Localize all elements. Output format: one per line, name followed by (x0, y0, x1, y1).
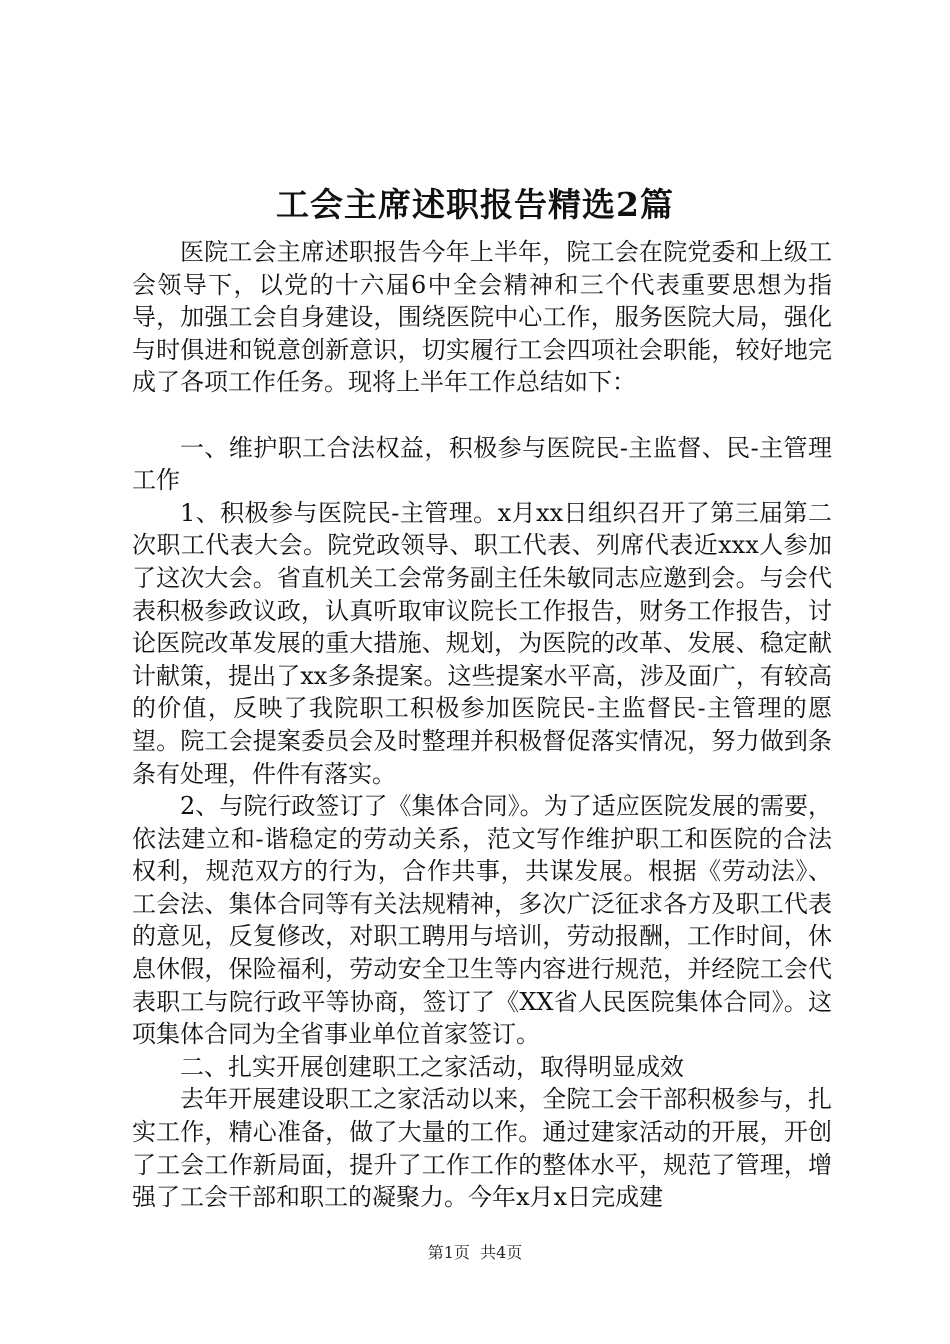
section-heading-2: 二、扎实开展创建职工之家活动，取得明显成效 (180, 1052, 684, 1081)
page-footer (0, 1243, 950, 1263)
page-number: 第1页 (427, 1243, 470, 1262)
page-total: 共4页 (480, 1243, 523, 1262)
section-1-item-2: 2、与院行政签订了《集体合同》。为了适应医院发展的需要，依法建立和-谐稳定的劳动关系，范文写作维护职工和医院的合法权利，规范双方的行为，合作共事，共谋发展。根据《劳动法》、工会法、集体合同等有关法规精神，多次广泛征求各方及职工代表的意见，反复修改，对职工聘用与培训，劳动报酬，工作时间，休息休假，保险福利，劳动安全卫生等内容进行规范，并经院工会代表职工与院行政平等协商，签订了《XX省人民医院集体合同》。这项集体合同为全省事业单位首家签订。 (132, 792, 832, 1049)
document-body (132, 236, 832, 1214)
section-heading-1: 一、维护职工合法权益，积极参与医院民-主监督、民-主管理工作 (132, 433, 832, 495)
section-2-paragraph: 去年开展建设职工之家活动以来，全院工会干部积极参与，扎实工作，精心准备，做了大量的工作。通过建家活动的开展，开创了工会工作新局面，提升了工作工作的整体水平，规范了管理，增强了工会干部和职工的凝聚力。今年x月x日完成建 (132, 1085, 832, 1212)
intro-paragraph: 医院工会主席述职报告今年上半年，院工会在院党委和上级工会领导下，以党的十六届6中全会精神和三个代表重要思想为指导，加强工会自身建设，围绕医院中心工作，服务医院大局，强化与时俱进和锐意创新意识，切实履行工会四项社会职能，较好地完成了各项工作任务。现将上半年工作总结如下： (132, 238, 832, 397)
paragraph-spacer (132, 399, 832, 432)
section-1-item-1: 1、积极参与医院民-主管理。x月xx日组织召开了第三届第二次职工代表大会。院党政领导、职工代表、列席代表近xxx人参加了这次大会。省直机关工会常务副主任朱敏同志应邀到会。与会代表积极参政议政，认真听取审议院长工作报告，财务工作报告，讨论医院改革发展的重大措施、规划，为医院的改革、发展、稳定献计献策，提出了xx多条提案。这些提案水平高，涉及面广，有较高的价值，反映了我院职工积极参加医院民-主监督民-主管理的愿望。院工会提案委员会及时整理并积极督促落实情况，努力做到条条有处理，件件有落实。 (132, 498, 832, 788)
document-title: 工会主席述职报告精选2篇 (276, 185, 674, 224)
footer-separator (470, 1243, 480, 1262)
